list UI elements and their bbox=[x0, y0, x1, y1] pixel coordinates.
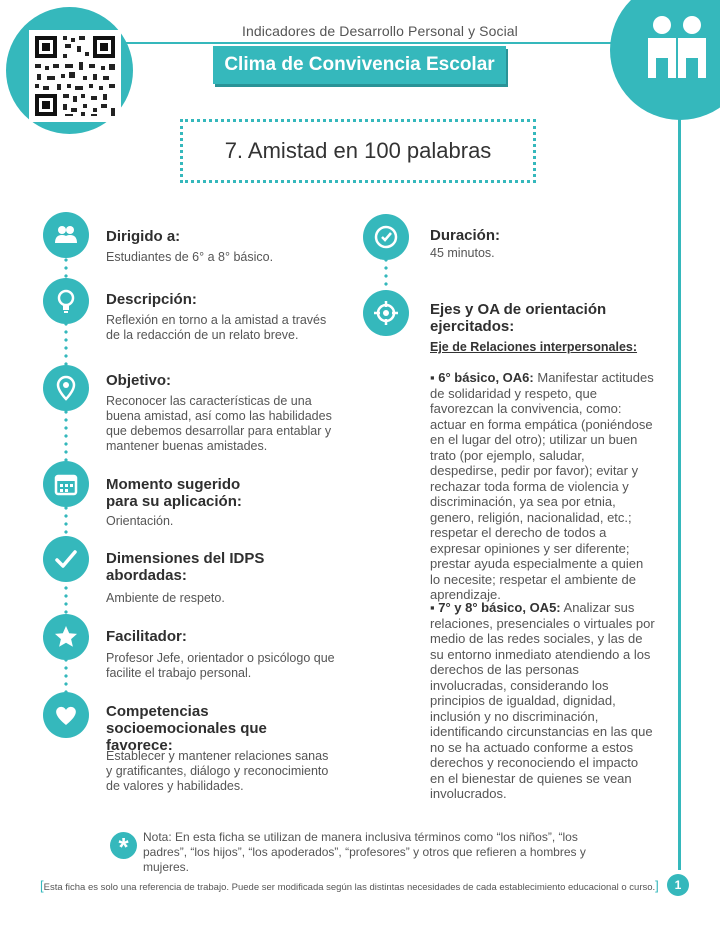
duracion-text: 45 minutos. bbox=[430, 246, 495, 260]
dirigido-text: Estudiantes de 6° a 8° básico. bbox=[106, 250, 274, 264]
logo-badge bbox=[610, 0, 720, 120]
dimensiones-label: Dimensiones del IDPS abordadas: bbox=[106, 550, 265, 584]
asterisk-icon: * bbox=[110, 832, 137, 859]
people-logo-icon bbox=[610, 0, 720, 120]
activity-title: 7. Amistad en 100 palabras bbox=[180, 119, 536, 183]
header-subtitle: Indicadores de Desarrollo Personal y Social bbox=[242, 23, 518, 39]
clock-icon bbox=[363, 214, 409, 260]
oa5-paragraph bbox=[430, 600, 655, 802]
descripcion-label: Descripción: bbox=[106, 291, 197, 308]
momento-text: Orientación. bbox=[106, 514, 174, 528]
ejes-label: Ejes y OA de orientación ejercitados: bbox=[430, 301, 607, 335]
calendar-icon bbox=[43, 461, 89, 507]
descripcion-text: Reflexión en torno a la amistad a través de la redacción de un relato breve. bbox=[106, 313, 327, 342]
facilitador-text: Profesor Jefe, orientador o psicólogo que facilite el trabajo personal. bbox=[106, 651, 335, 680]
people-icon bbox=[43, 212, 89, 258]
qr-code-icon[interactable] bbox=[29, 30, 121, 122]
facilitador-label: Facilitador: bbox=[106, 628, 187, 645]
note-text: Nota: En esta ficha se utilizan de manera inclusiva términos como “los niños”, “los padres”, “los hijos”, “los apoderados”, “profesores” y otros que refieren a hombres y mujeres. bbox=[143, 830, 586, 874]
location-pin-icon bbox=[43, 365, 89, 411]
footer-disclaimer bbox=[40, 878, 659, 893]
competencias-label: Competencias socioemocionales que favorece: bbox=[106, 703, 267, 754]
oa6-label: 6° básico, OA6: bbox=[438, 370, 534, 385]
dimensiones-text: Ambiente de respeto. bbox=[106, 591, 225, 605]
heart-icon bbox=[43, 692, 89, 738]
left-bracket-icon: [ bbox=[40, 878, 44, 893]
lightbulb-icon bbox=[43, 278, 89, 324]
duracion-label: Duración: bbox=[430, 227, 501, 244]
competencias-text: Establecer y mantener relaciones sanas y gratificantes, diálogo y reconocimiento de valores y habilidades. bbox=[106, 749, 329, 793]
target-icon bbox=[363, 290, 409, 336]
oa6-bullet: ▪ bbox=[430, 370, 439, 385]
footer-text: Esta ficha es solo una referencia de trabajo. Puede ser modificada según las distintas necesidades de cada establecimiento educacional o curso. bbox=[43, 882, 656, 893]
oa5-label: 7° y 8° básico, OA5: bbox=[438, 600, 561, 615]
eje-subheading: Eje de Relaciones interpersonales: bbox=[430, 340, 638, 354]
right-margin-rule bbox=[678, 110, 681, 870]
star-icon bbox=[43, 614, 89, 660]
momento-label: Momento sugerido para su aplicación: bbox=[106, 476, 242, 510]
oa5-bullet: ▪ bbox=[430, 600, 439, 615]
header-rule bbox=[120, 42, 620, 44]
oa6-text: Manifestar actitudes de solidaridad y respeto, que favorezcan la convivencia, como: actuar en forma empática (poniéndose en el lugar del otro); utilizar un buen trato (por ejemplo, saludar, despedirse, pedir por favor); evitar y rechazar toda forma de violencia y discriminación, ya sea por etnia, genero, religión, nacionalidad, etc.; respetar el derecho de todos a expresar opiniones y ser diferente; prestar ayuda especialmente a quien lo necesite; respetar el ambiente de aprendizaje. bbox=[430, 370, 654, 602]
checkmark-icon bbox=[43, 536, 89, 582]
right-bracket-icon: ] bbox=[655, 878, 659, 893]
qr-badge bbox=[6, 7, 133, 134]
oa5-text: Analizar sus relaciones, presenciales o virtuales por medio de las redes sociales, y las de su entorno inmediato atendiendo a los derechos de las personas involucradas, considerando los principios de igualdad, dignidad, inclusión y no discriminación, identificando circunstancias en las que no se ha actuado conforme a estos derechos y reconociendo el impacto en el bienestar de quienes se vean involucrados. bbox=[430, 600, 655, 801]
page-number: 1 bbox=[667, 874, 689, 896]
header-title: Clima de Convivencia Escolar bbox=[213, 46, 506, 84]
oa6-paragraph bbox=[430, 370, 655, 603]
objetivo-text: Reconocer las características de una buena amistad, así como las habilidades que debemos desarrollar para entablar y mantener buenas amistades. bbox=[106, 394, 332, 453]
dirigido-label: Dirigido a: bbox=[106, 228, 181, 245]
objetivo-label: Objetivo: bbox=[106, 372, 172, 389]
